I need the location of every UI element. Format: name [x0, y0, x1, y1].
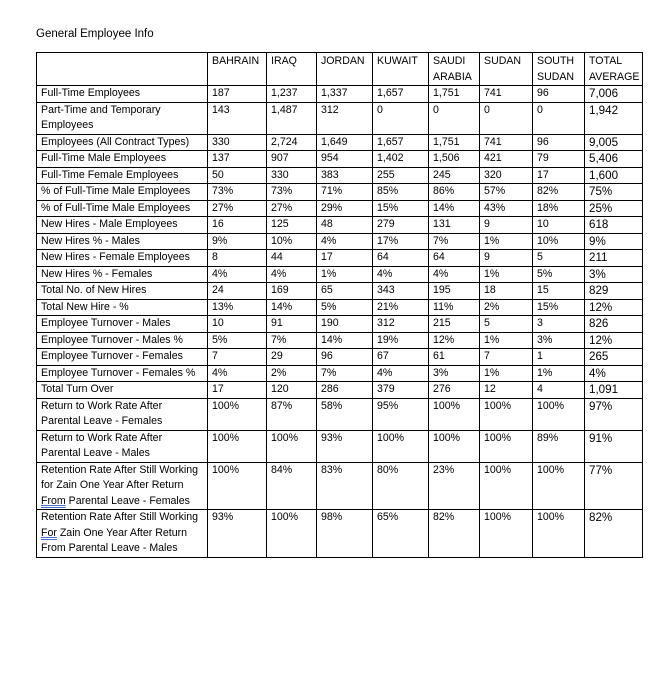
cell-saudi-arabia: 61 — [429, 349, 480, 366]
cell-jordan: 190 — [317, 316, 373, 333]
cell-jordan: 5% — [317, 299, 373, 316]
table-body — [37, 86, 643, 558]
cell-bahrain: 4% — [208, 266, 267, 283]
cell-bahrain: 8 — [208, 250, 267, 267]
row-label: % of Full-Time Male Employees — [37, 184, 208, 201]
cell-iraq: 14% — [267, 299, 317, 316]
cell-bahrain: 100% — [208, 398, 267, 430]
cell-saudi-arabia: 82% — [429, 510, 480, 558]
cell-iraq: 4% — [267, 266, 317, 283]
row-label: New Hires - Female Employees — [37, 250, 208, 267]
cell-bahrain: 100% — [208, 430, 267, 462]
cell-kuwait: 65% — [373, 510, 429, 558]
cell-jordan: 4% — [317, 233, 373, 250]
row-label: Total Turn Over — [37, 382, 208, 399]
cell-jordan: 14% — [317, 332, 373, 349]
table-row — [37, 200, 643, 217]
cell-bahrain: 5% — [208, 332, 267, 349]
cell-sudan: 100% — [480, 430, 533, 462]
cell-sudan: 18 — [480, 283, 533, 300]
cell-south-sudan: 4 — [533, 382, 585, 399]
table-row — [37, 134, 643, 151]
cell-jordan: 383 — [317, 167, 373, 184]
row-label — [37, 462, 208, 510]
row-label: Return to Work Rate After Parental Leave - Females — [37, 398, 208, 430]
cell-bahrain: 187 — [208, 86, 267, 103]
cell-total-average: 265 — [585, 349, 643, 366]
cell-jordan: 83% — [317, 462, 373, 510]
cell-bahrain: 10 — [208, 316, 267, 333]
row-label-part: Retention Rate After Still Working — [41, 511, 199, 523]
cell-total-average: 4% — [585, 365, 643, 382]
cell-south-sudan: 100% — [533, 398, 585, 430]
cell-iraq: 2,724 — [267, 134, 317, 151]
table-row — [37, 299, 643, 316]
cell-kuwait: 4% — [373, 266, 429, 283]
row-label: New Hires % - Females — [37, 266, 208, 283]
cell-total-average: 1,942 — [585, 102, 643, 134]
cell-sudan: 100% — [480, 462, 533, 510]
column-header-saudi-arabia: SAUDI ARABIA — [429, 53, 480, 86]
cell-total-average: 12% — [585, 332, 643, 349]
column-header-sudan: SUDAN — [480, 53, 533, 86]
table-row — [37, 510, 643, 558]
corner-header-cell — [37, 53, 208, 86]
cell-saudi-arabia: 7% — [429, 233, 480, 250]
cell-bahrain: 330 — [208, 134, 267, 151]
cell-bahrain: 16 — [208, 217, 267, 234]
cell-kuwait: 379 — [373, 382, 429, 399]
row-label-part: Retention Rate After Still Working for Zain One Year After Return — [41, 463, 199, 491]
table-row — [37, 250, 643, 267]
cell-south-sudan: 15 — [533, 283, 585, 300]
cell-iraq: 29 — [267, 349, 317, 366]
cell-south-sudan: 82% — [533, 184, 585, 201]
cell-total-average: 75% — [585, 184, 643, 201]
cell-kuwait: 312 — [373, 316, 429, 333]
cell-saudi-arabia: 1,506 — [429, 151, 480, 168]
cell-iraq: 73% — [267, 184, 317, 201]
cell-jordan: 1,337 — [317, 86, 373, 103]
cell-saudi-arabia: 215 — [429, 316, 480, 333]
cell-saudi-arabia: 4% — [429, 266, 480, 283]
row-label: % of Full-Time Male Employees — [37, 200, 208, 217]
employee-info-table — [36, 52, 643, 558]
cell-total-average: 211 — [585, 250, 643, 267]
cell-total-average: 1,091 — [585, 382, 643, 399]
cell-kuwait: 19% — [373, 332, 429, 349]
cell-sudan: 1% — [480, 365, 533, 382]
cell-total-average: 9,005 — [585, 134, 643, 151]
cell-kuwait: 1,402 — [373, 151, 429, 168]
cell-south-sudan: 96 — [533, 86, 585, 103]
table-row — [37, 349, 643, 366]
cell-total-average: 1,600 — [585, 167, 643, 184]
table-row — [37, 102, 643, 134]
row-label-part: For — [41, 526, 57, 539]
row-label: Full-Time Female Employees — [37, 167, 208, 184]
cell-south-sudan: 89% — [533, 430, 585, 462]
cell-sudan: 741 — [480, 134, 533, 151]
cell-bahrain: 27% — [208, 200, 267, 217]
cell-south-sudan: 17 — [533, 167, 585, 184]
cell-iraq: 7% — [267, 332, 317, 349]
cell-south-sudan: 5% — [533, 266, 585, 283]
cell-south-sudan: 79 — [533, 151, 585, 168]
cell-total-average: 829 — [585, 283, 643, 300]
cell-bahrain: 137 — [208, 151, 267, 168]
cell-south-sudan: 100% — [533, 510, 585, 558]
cell-south-sudan: 100% — [533, 462, 585, 510]
cell-total-average: 12% — [585, 299, 643, 316]
cell-sudan: 320 — [480, 167, 533, 184]
cell-kuwait: 100% — [373, 430, 429, 462]
cell-sudan: 2% — [480, 299, 533, 316]
cell-bahrain: 13% — [208, 299, 267, 316]
cell-iraq: 2% — [267, 365, 317, 382]
cell-total-average: 618 — [585, 217, 643, 234]
cell-kuwait: 64 — [373, 250, 429, 267]
table-row — [37, 430, 643, 462]
cell-total-average: 91% — [585, 430, 643, 462]
cell-bahrain: 93% — [208, 510, 267, 558]
cell-sudan: 1% — [480, 233, 533, 250]
cell-saudi-arabia: 23% — [429, 462, 480, 510]
table-row — [37, 266, 643, 283]
table-row — [37, 86, 643, 103]
column-header-iraq: IRAQ — [267, 53, 317, 86]
cell-iraq: 125 — [267, 217, 317, 234]
cell-saudi-arabia: 245 — [429, 167, 480, 184]
row-label: Total No. of New Hires — [37, 283, 208, 300]
row-label: Total New Hire - % — [37, 299, 208, 316]
row-label-part: Parental Leave - Females — [65, 494, 190, 507]
cell-saudi-arabia: 11% — [429, 299, 480, 316]
row-label: Employee Turnover - Females — [37, 349, 208, 366]
cell-bahrain: 17 — [208, 382, 267, 399]
cell-south-sudan: 18% — [533, 200, 585, 217]
row-label: Employee Turnover - Males % — [37, 332, 208, 349]
cell-jordan: 71% — [317, 184, 373, 201]
cell-iraq: 120 — [267, 382, 317, 399]
table-row — [37, 151, 643, 168]
cell-south-sudan: 3% — [533, 332, 585, 349]
cell-bahrain: 7 — [208, 349, 267, 366]
cell-iraq: 330 — [267, 167, 317, 184]
column-header-total-average: TOTAL AVERAGE — [585, 53, 643, 86]
row-label-part: From — [41, 494, 66, 507]
cell-iraq: 1,487 — [267, 102, 317, 134]
cell-kuwait: 1,657 — [373, 134, 429, 151]
row-label-part: Zain One Year After Return From Parental Leave - Males — [41, 526, 188, 554]
cell-iraq: 1,237 — [267, 86, 317, 103]
cell-sudan: 1% — [480, 266, 533, 283]
row-label: Part-Time and Temporary Employees — [37, 102, 208, 134]
column-header-jordan: JORDAN — [317, 53, 373, 86]
cell-sudan: 9 — [480, 250, 533, 267]
cell-south-sudan: 96 — [533, 134, 585, 151]
cell-bahrain: 100% — [208, 462, 267, 510]
cell-south-sudan: 3 — [533, 316, 585, 333]
table-row — [37, 283, 643, 300]
header-row — [37, 53, 643, 86]
cell-kuwait: 0 — [373, 102, 429, 134]
cell-total-average: 77% — [585, 462, 643, 510]
table-row — [37, 316, 643, 333]
table-row — [37, 398, 643, 430]
cell-kuwait: 279 — [373, 217, 429, 234]
cell-south-sudan: 5 — [533, 250, 585, 267]
cell-kuwait: 15% — [373, 200, 429, 217]
cell-saudi-arabia: 1,751 — [429, 86, 480, 103]
row-label: New Hires % - Males — [37, 233, 208, 250]
cell-total-average: 7,006 — [585, 86, 643, 103]
cell-kuwait: 67 — [373, 349, 429, 366]
cell-sudan: 741 — [480, 86, 533, 103]
cell-sudan: 0 — [480, 102, 533, 134]
cell-saudi-arabia: 12% — [429, 332, 480, 349]
cell-total-average: 3% — [585, 266, 643, 283]
column-header-bahrain: BAHRAIN — [208, 53, 267, 86]
cell-kuwait: 4% — [373, 365, 429, 382]
cell-jordan: 65 — [317, 283, 373, 300]
cell-bahrain: 24 — [208, 283, 267, 300]
cell-total-average: 97% — [585, 398, 643, 430]
cell-saudi-arabia: 195 — [429, 283, 480, 300]
row-label: Full-Time Employees — [37, 86, 208, 103]
cell-jordan: 17 — [317, 250, 373, 267]
cell-iraq: 169 — [267, 283, 317, 300]
row-label: Employee Turnover - Males — [37, 316, 208, 333]
row-label: Full-Time Male Employees — [37, 151, 208, 168]
table-row — [37, 332, 643, 349]
cell-kuwait: 343 — [373, 283, 429, 300]
cell-sudan: 43% — [480, 200, 533, 217]
cell-jordan: 98% — [317, 510, 373, 558]
cell-total-average: 9% — [585, 233, 643, 250]
cell-iraq: 10% — [267, 233, 317, 250]
table-row — [37, 167, 643, 184]
cell-iraq: 87% — [267, 398, 317, 430]
cell-saudi-arabia: 3% — [429, 365, 480, 382]
column-header-kuwait: KUWAIT — [373, 53, 429, 86]
cell-sudan: 5 — [480, 316, 533, 333]
column-header-south-sudan: SOUTH SUDAN — [533, 53, 585, 86]
row-label: Employees (All Contract Types) — [37, 134, 208, 151]
row-label: New Hires - Male Employees — [37, 217, 208, 234]
cell-jordan: 29% — [317, 200, 373, 217]
cell-iraq: 100% — [267, 510, 317, 558]
cell-bahrain: 50 — [208, 167, 267, 184]
cell-kuwait: 1,657 — [373, 86, 429, 103]
cell-iraq: 91 — [267, 316, 317, 333]
cell-south-sudan: 10% — [533, 233, 585, 250]
cell-sudan: 9 — [480, 217, 533, 234]
cell-kuwait: 17% — [373, 233, 429, 250]
cell-south-sudan: 1% — [533, 365, 585, 382]
table-row — [37, 184, 643, 201]
cell-sudan: 7 — [480, 349, 533, 366]
cell-saudi-arabia: 14% — [429, 200, 480, 217]
cell-jordan: 7% — [317, 365, 373, 382]
cell-total-average: 82% — [585, 510, 643, 558]
cell-kuwait: 80% — [373, 462, 429, 510]
table-row — [37, 233, 643, 250]
cell-saudi-arabia: 276 — [429, 382, 480, 399]
table-row — [37, 217, 643, 234]
cell-saudi-arabia: 1,751 — [429, 134, 480, 151]
cell-iraq: 84% — [267, 462, 317, 510]
table-row — [37, 462, 643, 510]
cell-sudan: 1% — [480, 332, 533, 349]
cell-sudan: 421 — [480, 151, 533, 168]
cell-iraq: 100% — [267, 430, 317, 462]
cell-sudan: 100% — [480, 510, 533, 558]
cell-sudan: 12 — [480, 382, 533, 399]
cell-jordan: 58% — [317, 398, 373, 430]
cell-iraq: 44 — [267, 250, 317, 267]
cell-jordan: 96 — [317, 349, 373, 366]
cell-jordan: 93% — [317, 430, 373, 462]
cell-saudi-arabia: 86% — [429, 184, 480, 201]
cell-jordan: 312 — [317, 102, 373, 134]
cell-jordan: 286 — [317, 382, 373, 399]
row-label — [37, 510, 208, 558]
cell-saudi-arabia: 100% — [429, 430, 480, 462]
cell-iraq: 907 — [267, 151, 317, 168]
cell-jordan: 954 — [317, 151, 373, 168]
cell-bahrain: 9% — [208, 233, 267, 250]
cell-kuwait: 255 — [373, 167, 429, 184]
cell-saudi-arabia: 131 — [429, 217, 480, 234]
cell-iraq: 27% — [267, 200, 317, 217]
cell-saudi-arabia: 100% — [429, 398, 480, 430]
cell-bahrain: 73% — [208, 184, 267, 201]
row-label: Employee Turnover - Females % — [37, 365, 208, 382]
cell-total-average: 5,406 — [585, 151, 643, 168]
cell-bahrain: 143 — [208, 102, 267, 134]
cell-total-average: 25% — [585, 200, 643, 217]
table-row — [37, 365, 643, 382]
cell-sudan: 57% — [480, 184, 533, 201]
cell-total-average: 826 — [585, 316, 643, 333]
cell-jordan: 48 — [317, 217, 373, 234]
cell-south-sudan: 1 — [533, 349, 585, 366]
cell-kuwait: 95% — [373, 398, 429, 430]
table-row — [37, 382, 643, 399]
cell-kuwait: 21% — [373, 299, 429, 316]
cell-south-sudan: 0 — [533, 102, 585, 134]
row-label: Return to Work Rate After Parental Leave - Males — [37, 430, 208, 462]
cell-jordan: 1,649 — [317, 134, 373, 151]
cell-kuwait: 85% — [373, 184, 429, 201]
cell-sudan: 100% — [480, 398, 533, 430]
page-title: General Employee Info — [36, 28, 154, 40]
cell-saudi-arabia: 0 — [429, 102, 480, 134]
cell-saudi-arabia: 64 — [429, 250, 480, 267]
cell-south-sudan: 15% — [533, 299, 585, 316]
cell-jordan: 1% — [317, 266, 373, 283]
cell-bahrain: 4% — [208, 365, 267, 382]
cell-south-sudan: 10 — [533, 217, 585, 234]
